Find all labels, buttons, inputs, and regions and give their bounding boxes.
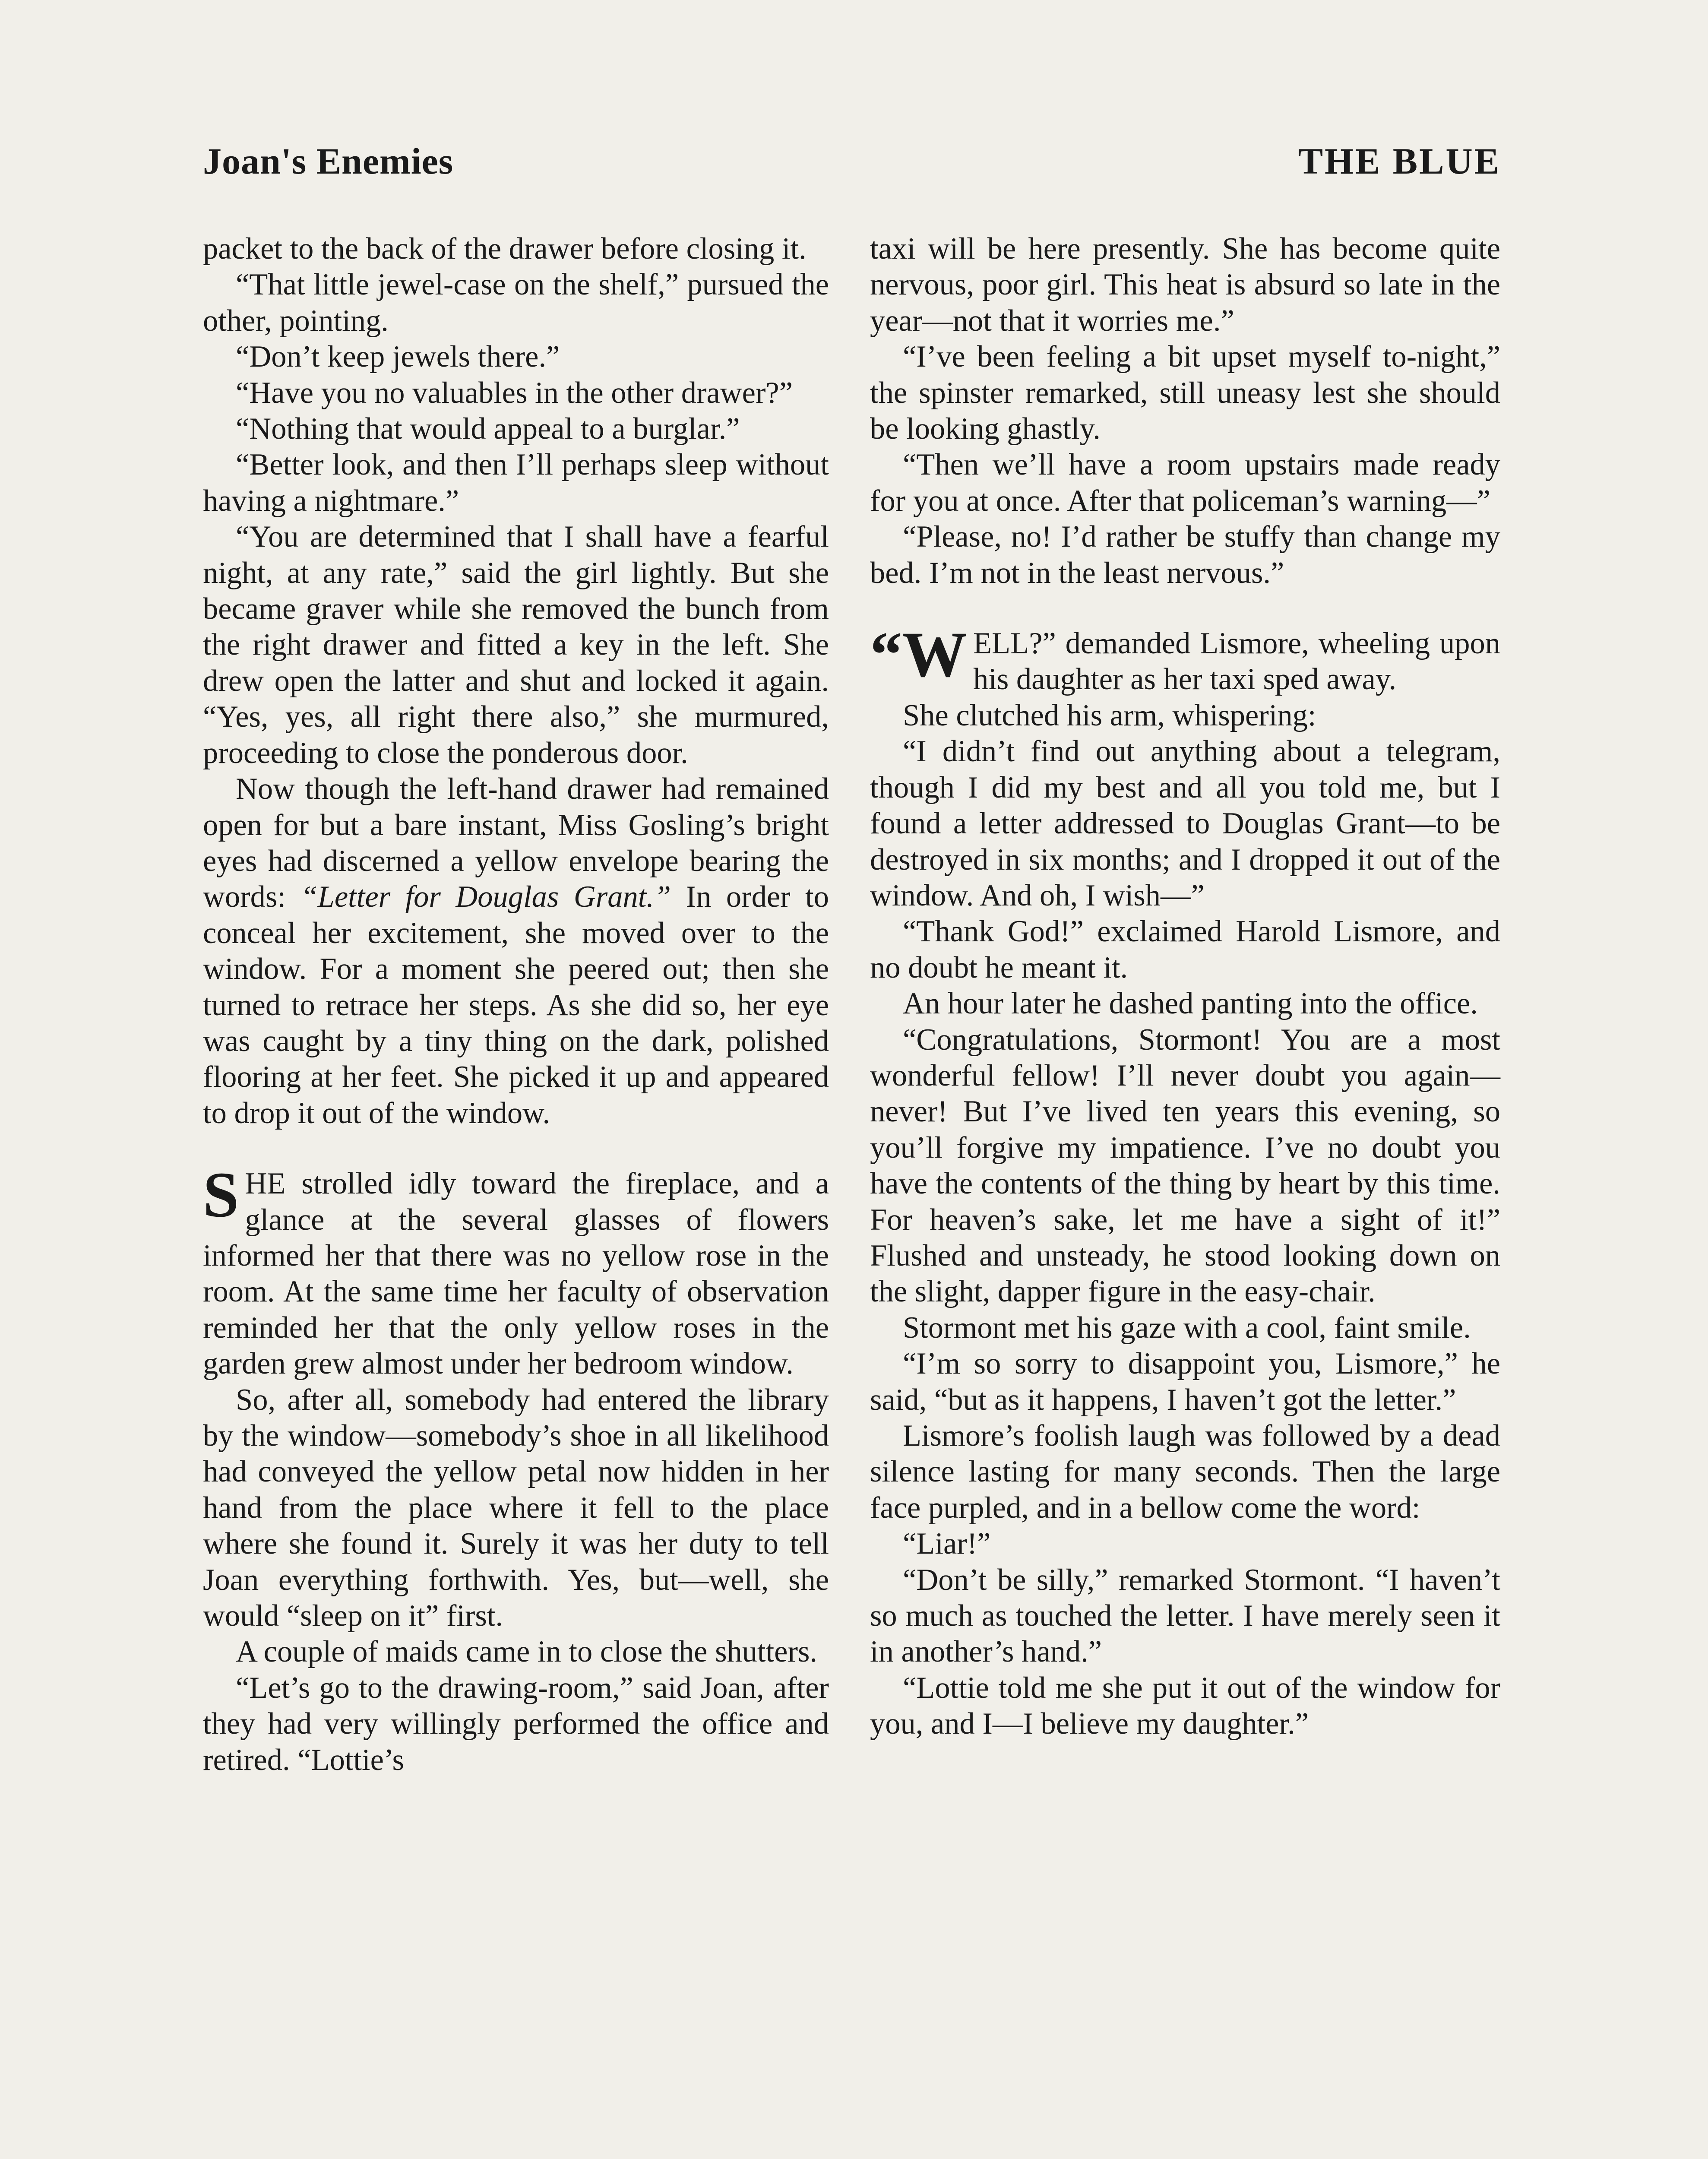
paragraph: “Let’s go to the drawing-room,” said Joan, after they had very willingly performed the office and retired. “Lottie’s — [203, 1671, 829, 1777]
story-title-header: Joan's Enemies — [203, 140, 454, 182]
paragraph: “I’ve been feeling a bit upset myself to-night,” the spinster remarked, still uneasy lest she should be looking ghastly. — [870, 340, 1500, 446]
paragraph: “Thank God!” exclaimed Harold Lismore, and no doubt he meant it. — [870, 915, 1500, 985]
magazine-title-header: THE BLUE — [1298, 140, 1501, 182]
paragraph: “That little jewel-case on the shelf,” pursued the other, pointing. — [203, 268, 829, 338]
paragraph: “You are determined that I shall have a fearful night, at any rate,” said the girl lightly. But she became graver while she removed the bunch from the right drawer and fitted a key in the left. She drew open the latter and shut and locked it again. “Yes, yes, all right there also,” she murmured, proceeding to close the ponderous door. — [203, 520, 829, 770]
paragraph: “Have you no valuables in the other drawer?” — [236, 376, 793, 410]
paragraph: Lismore’s foolish laugh was followed by a dead silence lasting for many seconds. Then the large face purpled, and in a bellow come the word: — [870, 1419, 1500, 1525]
letter-title-italic: “Letter for Douglas Grant.” — [300, 880, 671, 914]
left-column — [203, 231, 829, 1778]
paragraph: Stormont met his gaze with a cool, faint smile. — [903, 1311, 1471, 1345]
paragraph-text: ELL?” demanded Lismore, wheeling upon his daughter as her taxi sped away. — [973, 627, 1500, 696]
paragraph-text: HE strolled idly toward the fireplace, and a glance at the several glasses of flowers informed her that there was no yellow rose in the room. At the same time her faculty of observation reminded her that the only yellow roses in the garden grew almost under her bedroom window. — [203, 1167, 829, 1381]
paragraph: “I didn’t find out anything about a telegram, though I did my best and all you told me, but I found a letter addressed to Douglas Grant—to be destroyed in six months; and I dropped it out of the window. And oh, I wish—” — [870, 734, 1500, 912]
paragraph: packet to the back of the drawer before closing it. — [203, 232, 807, 266]
paragraph: A couple of maids came in to close the shutters. — [236, 1635, 818, 1669]
drop-cap: S — [203, 1159, 239, 1231]
paragraph: “Better look, and then I’ll perhaps sleep without having a nightmare.” — [203, 448, 829, 518]
paragraph: “Nothing that would appeal to a burglar.” — [236, 412, 740, 446]
paragraph: She clutched his arm, whispering: — [903, 698, 1316, 732]
paragraph: “Please, no! I’d rather be stuffy than change my bed. I’m not in the least nervous.” — [870, 520, 1500, 590]
paragraph: “Don’t keep jewels there.” — [236, 340, 560, 374]
section-opening — [870, 619, 1500, 698]
section-opening — [203, 1159, 829, 1382]
paragraph: “I’m so sorry to disappoint you, Lismore,” he said, “but as it happens, I haven’t got the letter.” — [870, 1347, 1500, 1417]
paragraph — [203, 771, 829, 1131]
paragraph: “Lottie told me she put it out of the window for you, and I—I believe my daughter.” — [870, 1671, 1500, 1741]
right-column — [870, 231, 1500, 1742]
paragraph-text: Now though the left-hand drawer had remained open for but a bare instant, Miss Gosling’s bright eyes had discerned a yellow envelope bearing the words: — [203, 772, 829, 914]
paragraph: So, after all, somebody had entered the library by the window—somebody’s shoe in all likelihood had conveyed the yellow petal now hidden in her hand from the place where it fell to the place where she found it. Surely it was her duty to tell Joan everything forthwith. Yes, but—well, she would “sleep on it” first. — [203, 1383, 829, 1633]
paragraph: taxi will be here presently. She has become quite nervous, poor girl. This heat is absurd so late in the year—not that it worries me.” — [870, 232, 1500, 338]
paragraph: “Don’t be silly,” remarked Stormont. “I haven’t so much as touched the letter. I have merely seen it in another’s hand.” — [870, 1563, 1500, 1669]
paragraph-text: In order to conceal her excitement, she moved over to the window. For a moment she peered out; then she turned to retrace her steps. As she did so, her eye was caught by a tiny thing on the dark, polished flooring at her feet. She picked it up and appeared to drop it out of the window. — [203, 880, 829, 1130]
paragraph: “Congratulations, Stormont! You are a most wonderful fellow! I’ll never doubt you again—never! But I’ve lived ten years this evening, so you’ll forgive my impatience. I’ve no doubt you have the contents of the thing by heart by this time. For heaven’s sake, let me have a sight of it!” Flushed and unsteady, he stood looking down on the slight, dapper figure in the easy-chair. — [870, 1023, 1500, 1309]
paragraph: “Liar!” — [903, 1527, 991, 1561]
drop-cap: “W — [870, 619, 967, 691]
paragraph: “Then we’ll have a room upstairs made ready for you at once. After that policeman’s warning—” — [870, 448, 1500, 518]
paragraph: An hour later he dashed panting into the office. — [903, 987, 1478, 1021]
